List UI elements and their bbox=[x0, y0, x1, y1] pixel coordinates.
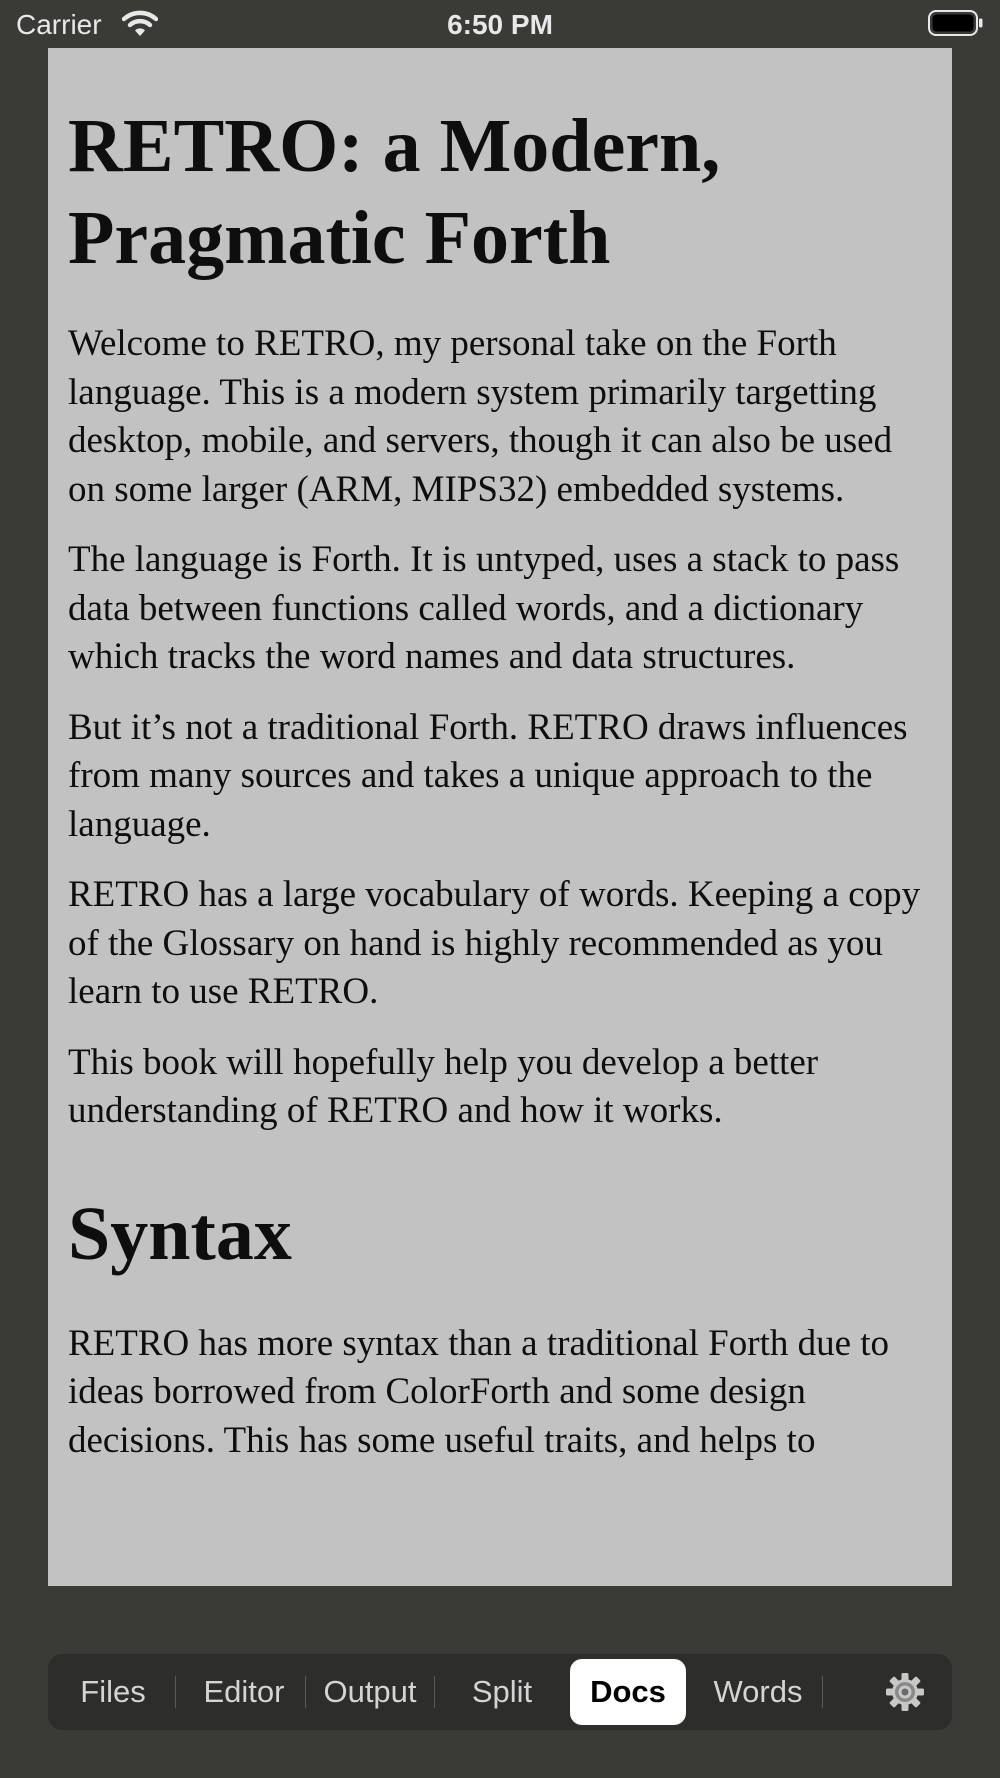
carrier-label: Carrier bbox=[16, 9, 102, 40]
section-heading: Syntax bbox=[68, 1191, 292, 1276]
paragraph: RETRO has more syntax than a traditional Forth due to ideas borrowed from ColorForth and some design decisions. This has some useful traits, and helps to bbox=[68, 1322, 890, 1461]
tab-divider bbox=[175, 1676, 176, 1708]
paragraph: But it’s not a traditional Forth. RETRO draws influences from many sources and takes a unique approach to the language. bbox=[68, 706, 908, 845]
paragraph: The language is Forth. It is untyped, uses a stack to pass data between functions called words, and a dictionary which tracks the word names and data structures. bbox=[68, 539, 900, 677]
paragraph: This book will hopefully help you develop a better understanding of RETRO and how it works. bbox=[68, 1041, 819, 1131]
status-bar bbox=[0, 0, 1000, 48]
docs-view[interactable] bbox=[48, 48, 952, 1586]
tab-docs[interactable]: Docs bbox=[570, 1659, 686, 1725]
tab-files[interactable]: Files bbox=[80, 1674, 146, 1709]
tab-divider bbox=[305, 1676, 306, 1708]
tab-divider bbox=[434, 1676, 435, 1708]
document-content bbox=[48, 100, 952, 1465]
segmented-tab-bar bbox=[48, 1654, 952, 1730]
tab-output[interactable]: Output bbox=[323, 1674, 417, 1709]
clock: 6:50 PM bbox=[447, 9, 553, 40]
tab-words[interactable]: Words bbox=[713, 1674, 803, 1709]
document-title: RETRO: a Modern, Pragmatic Forth bbox=[68, 104, 721, 280]
paragraph: Welcome to RETRO, my personal take on the Forth language. This is a modern system primarily targetting desktop, mobile, and servers, though it can also be used on some larger (ARM, MIPS32) embedded systems. bbox=[68, 323, 893, 510]
battery-icon bbox=[928, 10, 984, 36]
tab-editor[interactable]: Editor bbox=[203, 1674, 285, 1709]
gear-icon[interactable] bbox=[885, 1672, 925, 1712]
paragraph: RETRO has a large vocabulary of words. Keeping a copy of the Glossary on hand is highly recommended as you learn to use RETRO. bbox=[68, 874, 921, 1012]
tab-divider bbox=[822, 1676, 823, 1708]
tab-split[interactable]: Split bbox=[471, 1674, 533, 1709]
